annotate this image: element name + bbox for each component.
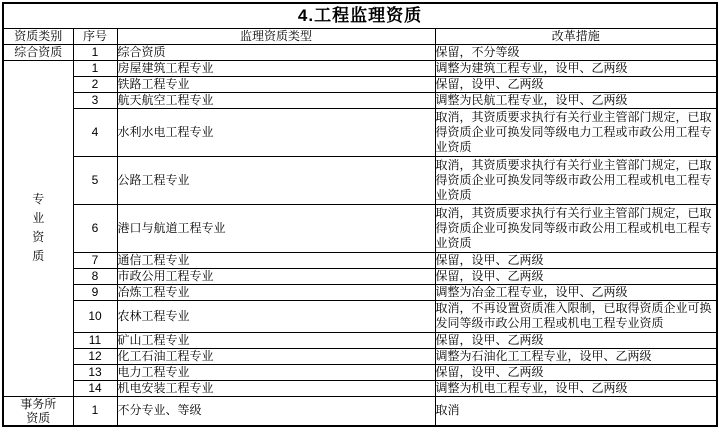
type-cell: 冶炼工程专业 <box>117 284 435 300</box>
serial-cell: 2 <box>73 76 117 92</box>
type-cell: 电力工程专业 <box>117 364 435 380</box>
serial-cell: 9 <box>73 284 117 300</box>
col-header-type: 监理资质类型 <box>117 28 435 44</box>
reform-cell: 保留，设甲、乙两级 <box>435 364 717 380</box>
table-row <box>3 44 717 60</box>
table-row <box>3 252 717 268</box>
reform-cell: 保留，设甲、乙两级 <box>435 332 717 348</box>
reform-cell: 调整为冶金工程专业，设甲、乙两级 <box>435 284 717 300</box>
serial-cell: 1 <box>73 44 117 60</box>
category-professional <box>3 60 73 396</box>
reform-cell: 保留，设甲、乙两级 <box>435 268 717 284</box>
type-cell: 港口与航道工程专业 <box>117 204 435 252</box>
col-header-serial: 序号 <box>73 28 117 44</box>
reform-cell: 取消，不再设置资质准入限制，已取得资质企业可换发同等级市政公用工程或机电工程专业资质 <box>435 300 717 332</box>
serial-cell: 4 <box>73 108 117 156</box>
serial-cell: 1 <box>73 396 117 426</box>
reform-cell: 取消，其资质要求执行有关行业主管部门规定，已取得资质企业可换发同等级电力工程或市政公用工程专业资质 <box>435 108 717 156</box>
serial-cell: 5 <box>73 156 117 204</box>
serial-cell: 7 <box>73 252 117 268</box>
serial-cell: 10 <box>73 300 117 332</box>
type-cell: 不分专业、等级 <box>117 396 435 426</box>
category-professional-label: 专业资质 <box>32 192 45 263</box>
table-row <box>3 92 717 108</box>
serial-cell: 3 <box>73 92 117 108</box>
col-header-reform: 改革措施 <box>435 28 717 44</box>
type-cell: 综合资质 <box>117 44 435 60</box>
table-row <box>3 300 717 332</box>
type-cell: 农林工程专业 <box>117 300 435 332</box>
reform-cell: 调整为机电工程专业，设甲、乙两级 <box>435 380 717 396</box>
type-cell: 市政公用工程专业 <box>117 268 435 284</box>
reform-cell: 调整为民航工程专业，设甲、乙两级 <box>435 92 717 108</box>
serial-cell: 1 <box>73 60 117 76</box>
table-row <box>3 348 717 364</box>
reform-cell: 取消 <box>435 396 717 426</box>
reform-cell: 保留，不分等级 <box>435 44 717 60</box>
table-row <box>3 204 717 252</box>
table-row <box>3 156 717 204</box>
serial-cell: 14 <box>73 380 117 396</box>
type-cell: 通信工程专业 <box>117 252 435 268</box>
reform-cell: 保留，设甲、乙两级 <box>435 252 717 268</box>
reform-cell: 取消，其资质要求执行有关行业主管部门规定，已取得资质企业可换发同等级市政公用工程或机电工程专业资质 <box>435 156 717 204</box>
type-cell: 水利水电工程专业 <box>117 108 435 156</box>
reform-cell: 调整为建筑工程专业，设甲、乙两级 <box>435 60 717 76</box>
category-firm-label: 事务所资质 <box>20 396 57 425</box>
type-cell: 公路工程专业 <box>117 156 435 204</box>
serial-cell: 11 <box>73 332 117 348</box>
reform-cell: 调整为石油化工工程专业，设甲、乙两级 <box>435 348 717 364</box>
serial-cell: 12 <box>73 348 117 364</box>
table-row <box>3 364 717 380</box>
table-title: 4.工程监理资质 <box>3 3 717 28</box>
table-row <box>3 108 717 156</box>
serial-cell: 8 <box>73 268 117 284</box>
table-row <box>3 396 717 426</box>
category-firm <box>3 396 73 426</box>
type-cell: 机电安装工程专业 <box>117 380 435 396</box>
serial-cell: 13 <box>73 364 117 380</box>
type-cell: 化工石油工程专业 <box>117 348 435 364</box>
table-row <box>3 380 717 396</box>
type-cell: 铁路工程专业 <box>117 76 435 92</box>
type-cell: 房屋建筑工程专业 <box>117 60 435 76</box>
serial-cell: 6 <box>73 204 117 252</box>
reform-cell: 保留，设甲、乙两级 <box>435 76 717 92</box>
table-row <box>3 76 717 92</box>
table-row <box>3 60 717 76</box>
table-row <box>3 284 717 300</box>
reform-cell: 取消，其资质要求执行有关行业主管部门规定，已取得资质企业可换发同等级市政公用工程或机电工程专业资质 <box>435 204 717 252</box>
table-row <box>3 332 717 348</box>
qualification-table <box>2 2 718 427</box>
category-comprehensive: 综合资质 <box>3 44 73 60</box>
table-row <box>3 268 717 284</box>
col-header-category: 资质类别 <box>3 28 73 44</box>
type-cell: 矿山工程专业 <box>117 332 435 348</box>
type-cell: 航天航空工程专业 <box>117 92 435 108</box>
